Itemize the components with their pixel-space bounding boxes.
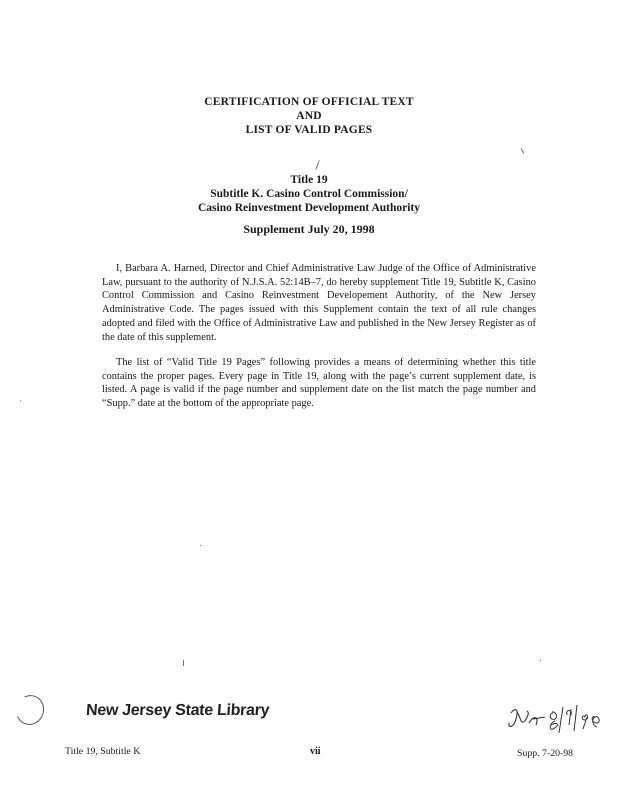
title-block bbox=[0, 173, 618, 215]
subtitle-line-1: Subtitle K. Casino Control Commission/ bbox=[210, 188, 408, 200]
certification-line-1: CERTIFICATION OF OFFICIAL TEXT bbox=[204, 96, 414, 108]
title-line: Title 19 bbox=[290, 174, 328, 186]
scan-speck bbox=[20, 400, 21, 401]
handwritten-signature bbox=[505, 703, 605, 742]
valid-pages-paragraph: The list of “Valid Title 19 Pages” following provides a means of determining whether this title contains the proper pages. Every page in Title 19, along with the page’s current supplement date, is listed. A page is valid if the page number and supplement date on the list match the page number and “Supp.” date at the bottom of the appropriate page. bbox=[102, 357, 536, 410]
scan-speck bbox=[200, 545, 201, 546]
circle-mark-icon bbox=[12, 691, 49, 729]
subtitle-line-2: Casino Reinvestment Development Authority bbox=[198, 202, 420, 214]
scan-speck bbox=[540, 660, 541, 661]
scan-speck bbox=[183, 660, 184, 666]
certification-line-3: LIST OF VALID PAGES bbox=[245, 124, 373, 136]
supplement-date: Supplement July 20, 1998 bbox=[243, 222, 375, 236]
library-stamp: New Jersey State Library bbox=[85, 702, 270, 719]
footer-supplement-date: Supp. 7-20-98 bbox=[517, 748, 574, 759]
certification-paragraph: I, Barbara A. Harned, Director and Chief Administrative Law Judge of the Office of Administrative Law, pursuant to the authority of N.J.S.A. 52:14B–7, do hereby supplement Title 19, Subtitle K, Casino Control Commission and Casino Reinvestment Developement Authority, of the New Jersey Administrative Code. The pages issued with this Supplement contain the text of all rule changes adopted and filed with the Office of Administrative Law and published in the New Jersey Register as of the date of this supplement. bbox=[102, 263, 536, 343]
certification-heading bbox=[0, 95, 618, 137]
page-number: vii bbox=[310, 746, 321, 757]
certification-line-2: AND bbox=[296, 110, 322, 122]
footer-title: Title 19, Subtitle K bbox=[65, 746, 141, 757]
scan-speck bbox=[315, 160, 319, 170]
scan-speck bbox=[521, 148, 525, 154]
signature-scrawl-icon bbox=[505, 703, 605, 737]
